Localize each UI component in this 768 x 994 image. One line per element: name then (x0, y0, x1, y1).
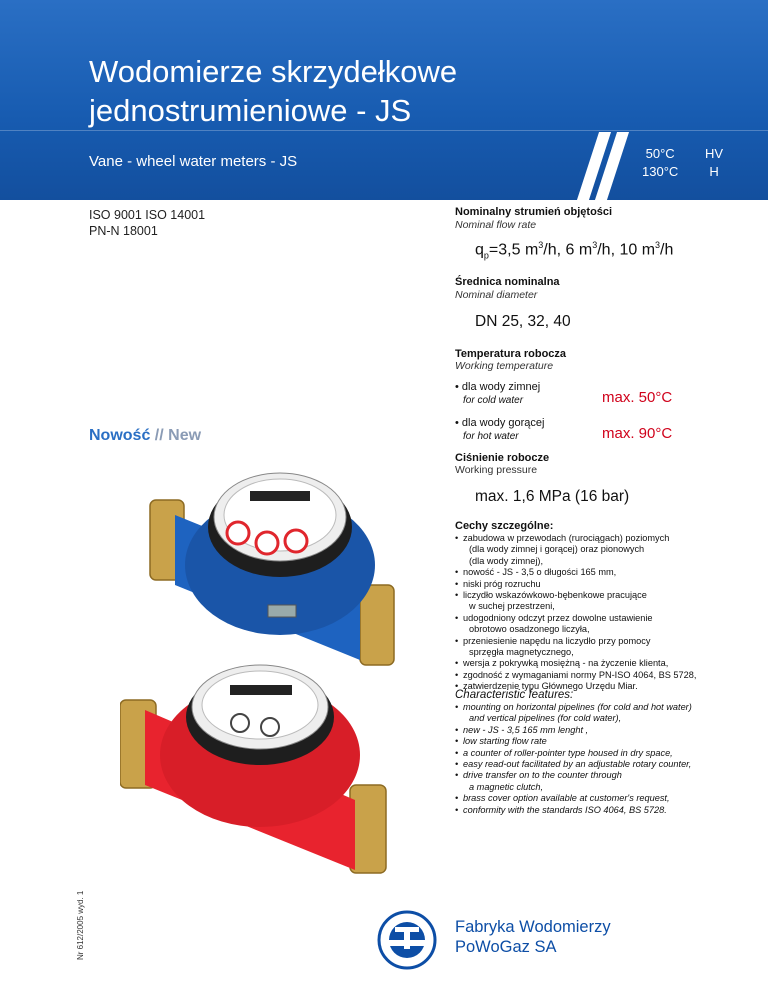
feature-en-line: drive transfer on to the counter through (463, 770, 622, 781)
diameter-subheading: Nominal diameter (455, 289, 538, 301)
cold-water-en: for cold water (463, 395, 524, 406)
features-pl-heading: Cechy szczególne: (455, 520, 554, 532)
cold-water-pl: • dla wody zimnej (455, 381, 541, 393)
features-en-heading: Characteristic features: (455, 689, 574, 701)
feature-en-item (455, 793, 755, 804)
feature-en-line: low starting flow rate (463, 736, 547, 747)
feature-pl-line: zgodność z wymaganiami normy PN-ISO 4064, BS 5728, (463, 669, 697, 680)
feature-pl-line: udogodniony odczyt przez dowolne ustawienie (463, 612, 653, 623)
pressure-heading: Ciśnienie robocze (455, 452, 550, 464)
temp-rating-cold: 50°C (645, 146, 675, 161)
hot-water-max: max. 90°C (602, 425, 673, 442)
feature-en-line: mounting on horizontal pipelines (for cold and hot water) (463, 702, 692, 712)
feature-pl-item (455, 590, 755, 613)
feature-pl-line: przeniesienie napędu na liczydło przy pomocy (463, 635, 651, 646)
feature-pl-line: obrotowo osadzonego liczyła, (469, 624, 590, 635)
feature-en-line: easy read-out facilitated by an adjustable rotary counter, (463, 759, 692, 770)
feature-pl-item (455, 636, 755, 659)
temp-rating-hot: 130°C (642, 164, 679, 179)
pressure-value: max. 1,6 MPa (16 bar) (475, 488, 630, 505)
blue-water-meter (150, 473, 394, 665)
feature-pl-line: nowość - JS - 3,5 o długości 165 mm, (463, 567, 617, 578)
new-label (89, 427, 201, 445)
title-line-1: Wodomierze skrzydełkowe (89, 54, 458, 89)
meter-codes (705, 145, 723, 181)
feature-pl-item (455, 579, 755, 590)
temperature-subheading: Working temperature (455, 360, 554, 372)
page-title (89, 52, 457, 130)
feature-pl-line: (dla wody zimnej), (469, 555, 544, 566)
standards-list (89, 207, 205, 239)
flow-exp-2: 3 (592, 240, 598, 250)
flow-subheading: Nominal flow rate (455, 219, 537, 231)
new-label-separator: // (154, 427, 164, 444)
feature-pl-item (455, 658, 755, 669)
feature-pl-line: liczydło wskazówkowo-bębenkowe pracujące (463, 590, 647, 601)
company-name (455, 917, 611, 957)
cold-water-item (455, 381, 540, 407)
feature-en-item (455, 748, 755, 759)
flow-q-sub: p (483, 250, 489, 261)
flow-v4: /h (660, 241, 674, 259)
flow-value (475, 240, 673, 261)
standard-iso: ISO 9001 ISO 14001 (89, 208, 206, 222)
feature-en-line: a magnetic clutch, (469, 781, 544, 792)
flow-exp-1: 3 (538, 240, 544, 250)
cold-water-max: max. 50°C (602, 389, 673, 406)
hot-water-en: for hot water (463, 431, 519, 442)
diameter-heading: Średnica nominalna (455, 276, 560, 288)
title-line-2: jednostrumieniowe - JS (89, 93, 412, 128)
feature-en-line: new - JS - 3,5 165 mm lenght , (463, 724, 589, 735)
feature-pl-item (455, 567, 755, 578)
new-label-pl: Nowość (89, 427, 151, 444)
red-water-meter (120, 665, 386, 873)
feature-en-item (455, 725, 755, 736)
feature-pl-line: zabudowa w przewodach (rurociągach) poziomych (463, 533, 670, 543)
feature-pl-line: wersja z pokrywką mosiężną - na życzenie klienta, (463, 658, 669, 669)
feature-en-item (455, 770, 755, 793)
header-divider (0, 130, 768, 131)
temperature-heading: Temperatura robocza (455, 348, 567, 360)
feature-pl-item (455, 533, 755, 567)
flow-v3: /h, 10 m (597, 241, 656, 259)
feature-pl-line: niski próg rozruchu (463, 578, 541, 589)
feature-pl-line: zatwierdzenie typu Głównego Urzędu Miar. (463, 681, 638, 692)
pressure-subheading: Working pressure (455, 464, 538, 476)
flow-q: q (475, 241, 484, 259)
feature-en-item (455, 702, 755, 725)
flow-v1: =3,5 m (488, 241, 539, 259)
standard-pn: PN-N 18001 (89, 224, 158, 238)
feature-pl-line: sprzęgła magnetycznego, (469, 647, 574, 658)
page-subtitle: Vane - wheel water meters - JS (89, 153, 298, 170)
document-number: Nr 612/2005 wyd. 1 (76, 890, 85, 960)
code-h: H (709, 164, 719, 179)
flow-v2: /h, 6 m (543, 241, 593, 259)
feature-en-line: and vertical pipelines (for cold water), (469, 713, 622, 724)
features-en-list (455, 702, 755, 816)
hot-water-item (455, 417, 544, 443)
code-hv: HV (705, 146, 724, 161)
new-label-en: New (168, 427, 202, 444)
feature-en-item (455, 759, 755, 770)
company-line-1: Fabryka Wodomierzy (455, 918, 611, 936)
feature-en-line: conformity with the standards ISO 4064, BS 5728. (463, 804, 667, 815)
feature-en-line: a counter of roller-pointer type housed in dry space, (463, 747, 673, 758)
feature-en-item (455, 805, 755, 816)
flow-exp-3: 3 (655, 240, 661, 250)
feature-pl-line: w suchej przestrzeni, (469, 601, 555, 612)
diameter-value: DN 25, 32, 40 (475, 313, 571, 330)
flow-heading: Nominalny strumień objętości (455, 206, 613, 218)
hot-water-pl: • dla wody gorącej (455, 417, 545, 429)
company-line-2: PoWoGaz SA (455, 938, 557, 956)
feature-pl-item (455, 670, 755, 681)
feature-en-line: brass cover option available at customer's request, (463, 793, 670, 804)
water-meters-image (120, 455, 420, 875)
header-banner (0, 0, 768, 200)
feature-en-item (455, 736, 755, 747)
powogaz-logo-icon (377, 910, 437, 970)
feature-pl-item (455, 613, 755, 636)
features-pl-list (455, 533, 755, 693)
temperature-ratings (642, 145, 678, 181)
feature-pl-line: (dla wody zimnej i gorącej) oraz pionowych (469, 544, 645, 555)
